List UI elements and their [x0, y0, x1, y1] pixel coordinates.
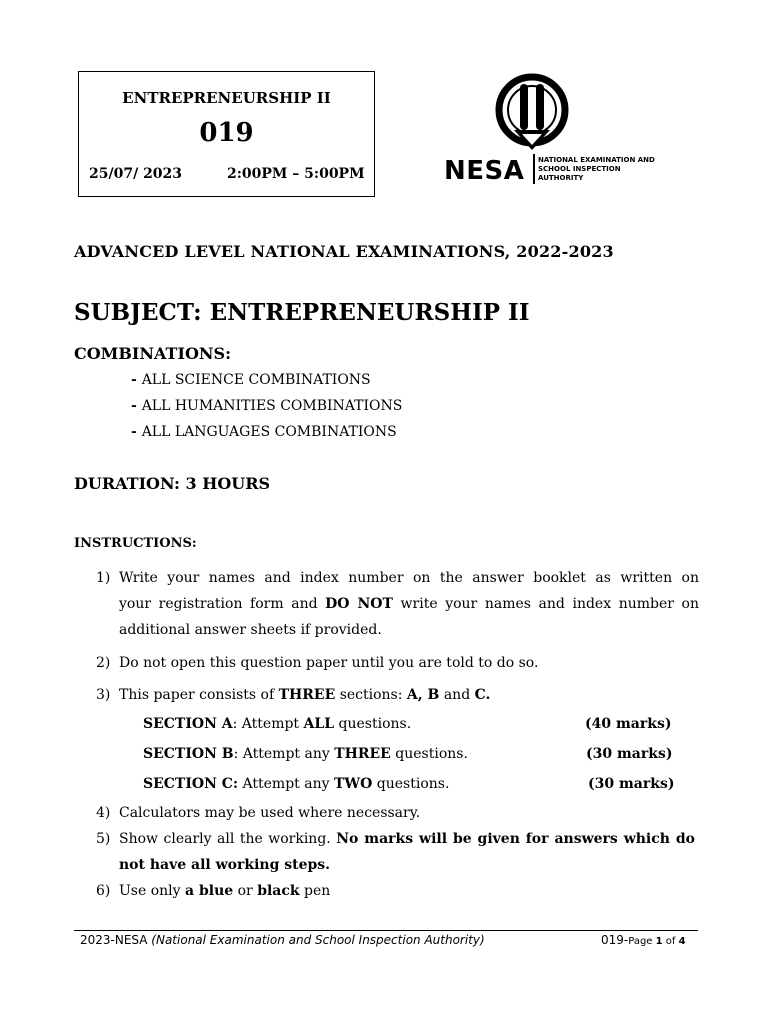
section-c-marks: (30 marks) — [588, 776, 675, 792]
instruction-4: Calculators may be used where necessary. — [119, 805, 421, 821]
instruction-6: Use only a blue or black pen — [119, 883, 331, 899]
section-a-instruction: SECTION A: Attempt ALL questions. — [143, 716, 412, 732]
instruction-5-line2: not have all working steps. — [119, 857, 331, 873]
exam-title: ADVANCED LEVEL NATIONAL EXAMINATIONS, 2022-2023 — [74, 242, 614, 261]
instruction-1-line1: Write your names and index number on the answer booklet as written on — [119, 570, 699, 586]
logo-wordmark: NESA — [444, 156, 525, 186]
instruction-number: 2) — [96, 655, 111, 671]
instruction-5-line1: Show clearly all the working. No marks will be given for answers which do — [119, 831, 695, 847]
duration: DURATION: 3 HOURS — [74, 474, 271, 493]
combination-item: - ALL HUMANITIES COMBINATIONS — [131, 398, 403, 414]
instruction-number: 5) — [96, 831, 111, 847]
logo-subtitle-line2: SCHOOL INSPECTION — [538, 165, 621, 173]
instruction-1-line2: your registration form and DO NOT write your names and index number on — [119, 596, 699, 612]
combination-item: - ALL SCIENCE COMBINATIONS — [131, 372, 371, 388]
instruction-number: 1) — [96, 570, 111, 586]
section-a-marks: (40 marks) — [585, 716, 672, 732]
instruction-number: 3) — [96, 687, 111, 703]
exam-header-box — [78, 71, 375, 197]
instruction-2: Do not open this question paper until you are told to do so. — [119, 655, 539, 671]
section-b-instruction: SECTION B: Attempt any THREE questions. — [143, 746, 468, 762]
header-paper-code: 019 — [199, 118, 254, 148]
section-c-instruction: SECTION C: Attempt any TWO questions. — [143, 776, 450, 792]
header-date: 25/07/ 2023 — [89, 166, 183, 182]
header-subject: ENTREPRENEURSHIP II — [122, 89, 331, 107]
instruction-number: 6) — [96, 883, 111, 899]
instruction-1-line3: additional answer sheets if provided. — [119, 622, 382, 638]
combination-item: - ALL LANGUAGES COMBINATIONS — [131, 424, 397, 440]
instructions-heading: INSTRUCTIONS: — [74, 536, 197, 551]
header-time: 2:00PM – 5:00PM — [227, 166, 365, 182]
logo-subtitle-line3: AUTHORITY — [538, 174, 584, 182]
logo-subtitle-line1: NATIONAL EXAMINATION AND — [538, 156, 655, 164]
logo-divider — [533, 154, 535, 184]
instruction-number: 4) — [96, 805, 111, 821]
combinations-heading: COMBINATIONS: — [74, 344, 231, 363]
section-b-marks: (30 marks) — [586, 746, 673, 762]
footer-rule — [74, 930, 698, 931]
footer-page-number: 019-Page 1 of 4 — [601, 933, 686, 947]
instruction-3: This paper consists of THREE sections: A, B and C. — [119, 687, 491, 703]
footer-authority: 2023-NESA (National Examination and School Inspection Authority) — [80, 933, 485, 947]
logo-subtitle — [538, 156, 668, 183]
subject-heading: SUBJECT: ENTREPRENEURSHIP II — [74, 299, 530, 326]
